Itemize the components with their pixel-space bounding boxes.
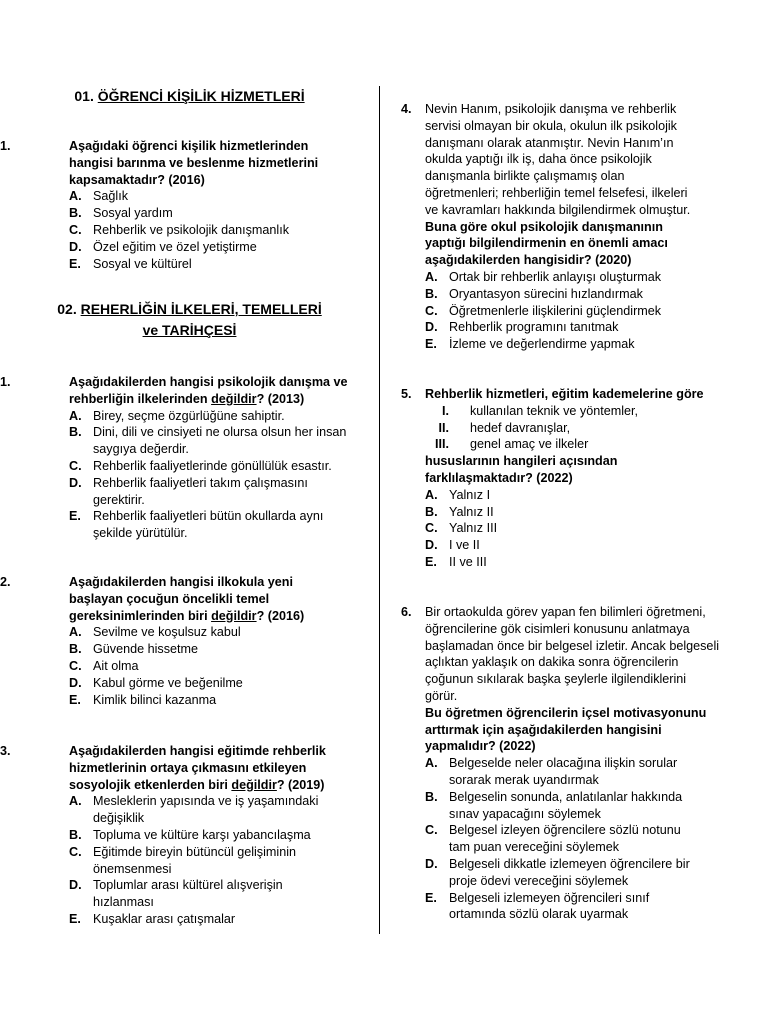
roman-list [401,403,741,453]
option-c[interactable]: C. Öğretmenlerle ilişkilerini güçlendirmek [425,303,662,318]
question-1-principles [0,374,356,542]
option-e[interactable]: E. Belgeseli izlemeyen öğrencileri sınıf ortamında sözlü olarak uyarmak [425,890,650,922]
question-stem-continued: hususlarının hangileri açısından farklılaşmaktadır? (2022) [425,454,618,485]
question-stem: Aşağıdakilerden hangisi eğitimde rehberlik hizmetlerinin ortaya çıkmasını etkileyen sosyolojik etkenlerden biri değildir? (2019) [69,744,326,792]
option-b[interactable]: B. Topluma ve kültüre karşı yabancılaşma [69,827,311,842]
option-list [401,755,697,923]
section-title-line-1: REHERLİĞİN İLKELERİ, TEMELLERİ [80,301,322,317]
option-a[interactable]: A. Belgeselde neler olacağına ilişkin sorular sorarak merak uyandırmak [425,756,678,787]
option-e[interactable]: E. Rehberlik faaliyetleri bütün okullarda aynı şekilde yürütülür. [69,509,324,541]
question-stem: Buna göre okul psikolojik danışmanının yaptığı bilgilendirmenin en önemli amacı aşağıdakilerden hangisidir? (2020) [425,219,668,268]
roman-item-2: II. hedef davranışlar, [438,420,571,435]
option-e[interactable]: E. Sosyal ve kültürel [69,256,192,271]
option-b[interactable]: B. Yalnız II [425,504,494,519]
question-number: 4. [401,102,412,116]
option-b[interactable]: B. Dini, dili ve cinsiyeti ne olursa olsun her insan saygıya değerdir. [69,425,347,457]
section-title: ÖĞRENCİ KİŞİLİK HİZMETLERİ [97,88,305,104]
column-divider [379,86,380,934]
question-stem: Aşağıdakilerden hangisi ilkokula yeni başlayan çocuğun öncelikli temel gereksinimlerinden biri değildir? (2016) [69,575,305,623]
option-d[interactable]: D. Belgeseli dikkatle izlemeyen öğrencilere bir proje ödevi vereceğini söylemek [425,856,690,888]
question-intro: Bir ortaokulda görev yapan fen bilimleri öğretmeni, öğrencilerine gök cisimleri konusunu anlatmaya başlamadan önce bir belgesel izletir. Ancak belgeseli açlıktan yaklaşık on dakika sonra öğrencilerin çoğunun sıkılarak başka şeylerle ilgilendiklerini görür. [425,605,720,703]
section-heading-2 [0,299,379,341]
option-list [46,408,356,542]
option-a[interactable]: A. Birey, seçme özgürlüğüne sahiptir. [69,408,285,423]
option-b[interactable]: B. Sosyal yardım [69,206,173,221]
question-number: 1. [0,375,11,389]
section-number: 02. [57,301,77,317]
option-d[interactable]: D. Rehberlik faaliyetleri takım çalışmasını gerektirir. [69,475,308,507]
question-3-sociological-factors [0,743,346,928]
option-a[interactable]: A. Mesleklerin yapısında ve iş yaşamındaki değişiklik [69,794,319,826]
question-number: 6. [401,605,412,619]
question-intro: Nevin Hanım, psikolojik danışma ve rehberlik servisi olmayan bir okula, okulun ilk psikolojik danışmanı olarak atanmıştır. Nevin Hanım’ın okulda yaptığı ilk iş, daha önce psikolojik danışmanla birlikte çalışmamış olan öğretmenleri; rehberliğin temel felsefesi, ilkeleri ve kavramları hakkında bilgilendirmek olmuştur. [425,102,691,217]
option-c[interactable]: C. Rehberlik ve psikolojik danışmanlık [69,222,289,237]
question-stem: Bu öğretmen öğrencilerin içsel motivasyonunu arttırmak için aşağıdakilerden hangisini yapmalıdır? (2022) [425,705,707,754]
option-d[interactable]: D. I ve II [425,538,480,553]
option-d[interactable]: D. Toplumlar arası kültürel alışverişin hızlanması [69,878,283,910]
option-list [401,487,741,571]
question-6-science-teacher [401,604,721,923]
option-c[interactable]: C. Ait olma [69,658,139,673]
question-number: 1. [0,139,11,153]
section-heading-1 [0,86,379,106]
question-5-guidance-levels [401,386,741,571]
option-list [46,624,346,708]
option-e[interactable]: E. Kimlik bilinci kazanma [69,692,217,707]
question-number: 3. [0,744,11,758]
question-4-nevin-hanim [401,101,701,353]
option-e[interactable]: E. İzleme ve değerlendirme yapmak [425,337,635,352]
option-c[interactable]: C. Belgesel izleyen öğrencilere sözlü notunu tam puan vereceğini söylemek [425,823,681,855]
option-c[interactable]: C. Yalnız III [425,521,498,536]
option-d[interactable]: D. Kabul görme ve beğenilme [69,675,243,690]
option-c[interactable]: C. Rehberlik faaliyetlerinde gönüllülük esastır. [69,458,332,473]
section-title-line-2: ve TARİHÇESİ [142,322,237,338]
question-stem: Aşağıdaki öğrenci kişilik hizmetlerinden hangisi barınma ve beslenme hizmetlerini kapsamaktadır? (2016) [69,139,319,187]
option-d[interactable]: D. Özel eğitim ve özel yetiştirme [69,239,257,254]
option-a[interactable]: A. Sevilme ve koşulsuz kabul [69,625,241,640]
option-list [46,188,346,272]
roman-item-1: I. kullanılan teknik ve yöntemler, [442,403,639,418]
option-a[interactable]: A. Yalnız I [425,487,491,502]
question-stem: Aşağıdakilerden hangisi psikolojik danışma ve rehberliğin ilkelerinden değildir? (2013) [69,375,348,406]
option-b[interactable]: B. Oryantasyon sürecini hızlandırmak [425,286,643,301]
question-1-personal-services [0,138,346,272]
option-c[interactable]: C. Eğitimde bireyin bütüncül gelişiminin önemsenmesi [69,844,297,876]
question-number: 5. [401,387,412,401]
option-a[interactable]: A. Ortak bir rehberlik anlayışı oluşturmak [425,269,662,284]
section-number: 01. [74,88,94,104]
option-a[interactable]: A. Sağlık [69,189,129,204]
question-number: 2. [0,575,11,589]
option-list [46,793,346,927]
question-stem: Rehberlik hizmetleri, eğitim kademelerine göre [425,387,704,401]
option-list [401,269,701,353]
option-d[interactable]: D. Rehberlik programını tanıtmak [425,320,619,335]
option-b[interactable]: B. Güvende hissetme [69,642,199,657]
question-2-primary-school-needs [0,574,346,708]
option-b[interactable]: B. Belgeselin sonunda, anlatılanlar hakkında sınav yapacağını söylemek [425,789,683,821]
option-e[interactable]: E. Kuşaklar arası çatışmalar [69,911,236,926]
option-e[interactable]: E. II ve III [425,554,487,569]
roman-item-3: III. genel amaç ve ilkeler [435,437,589,452]
